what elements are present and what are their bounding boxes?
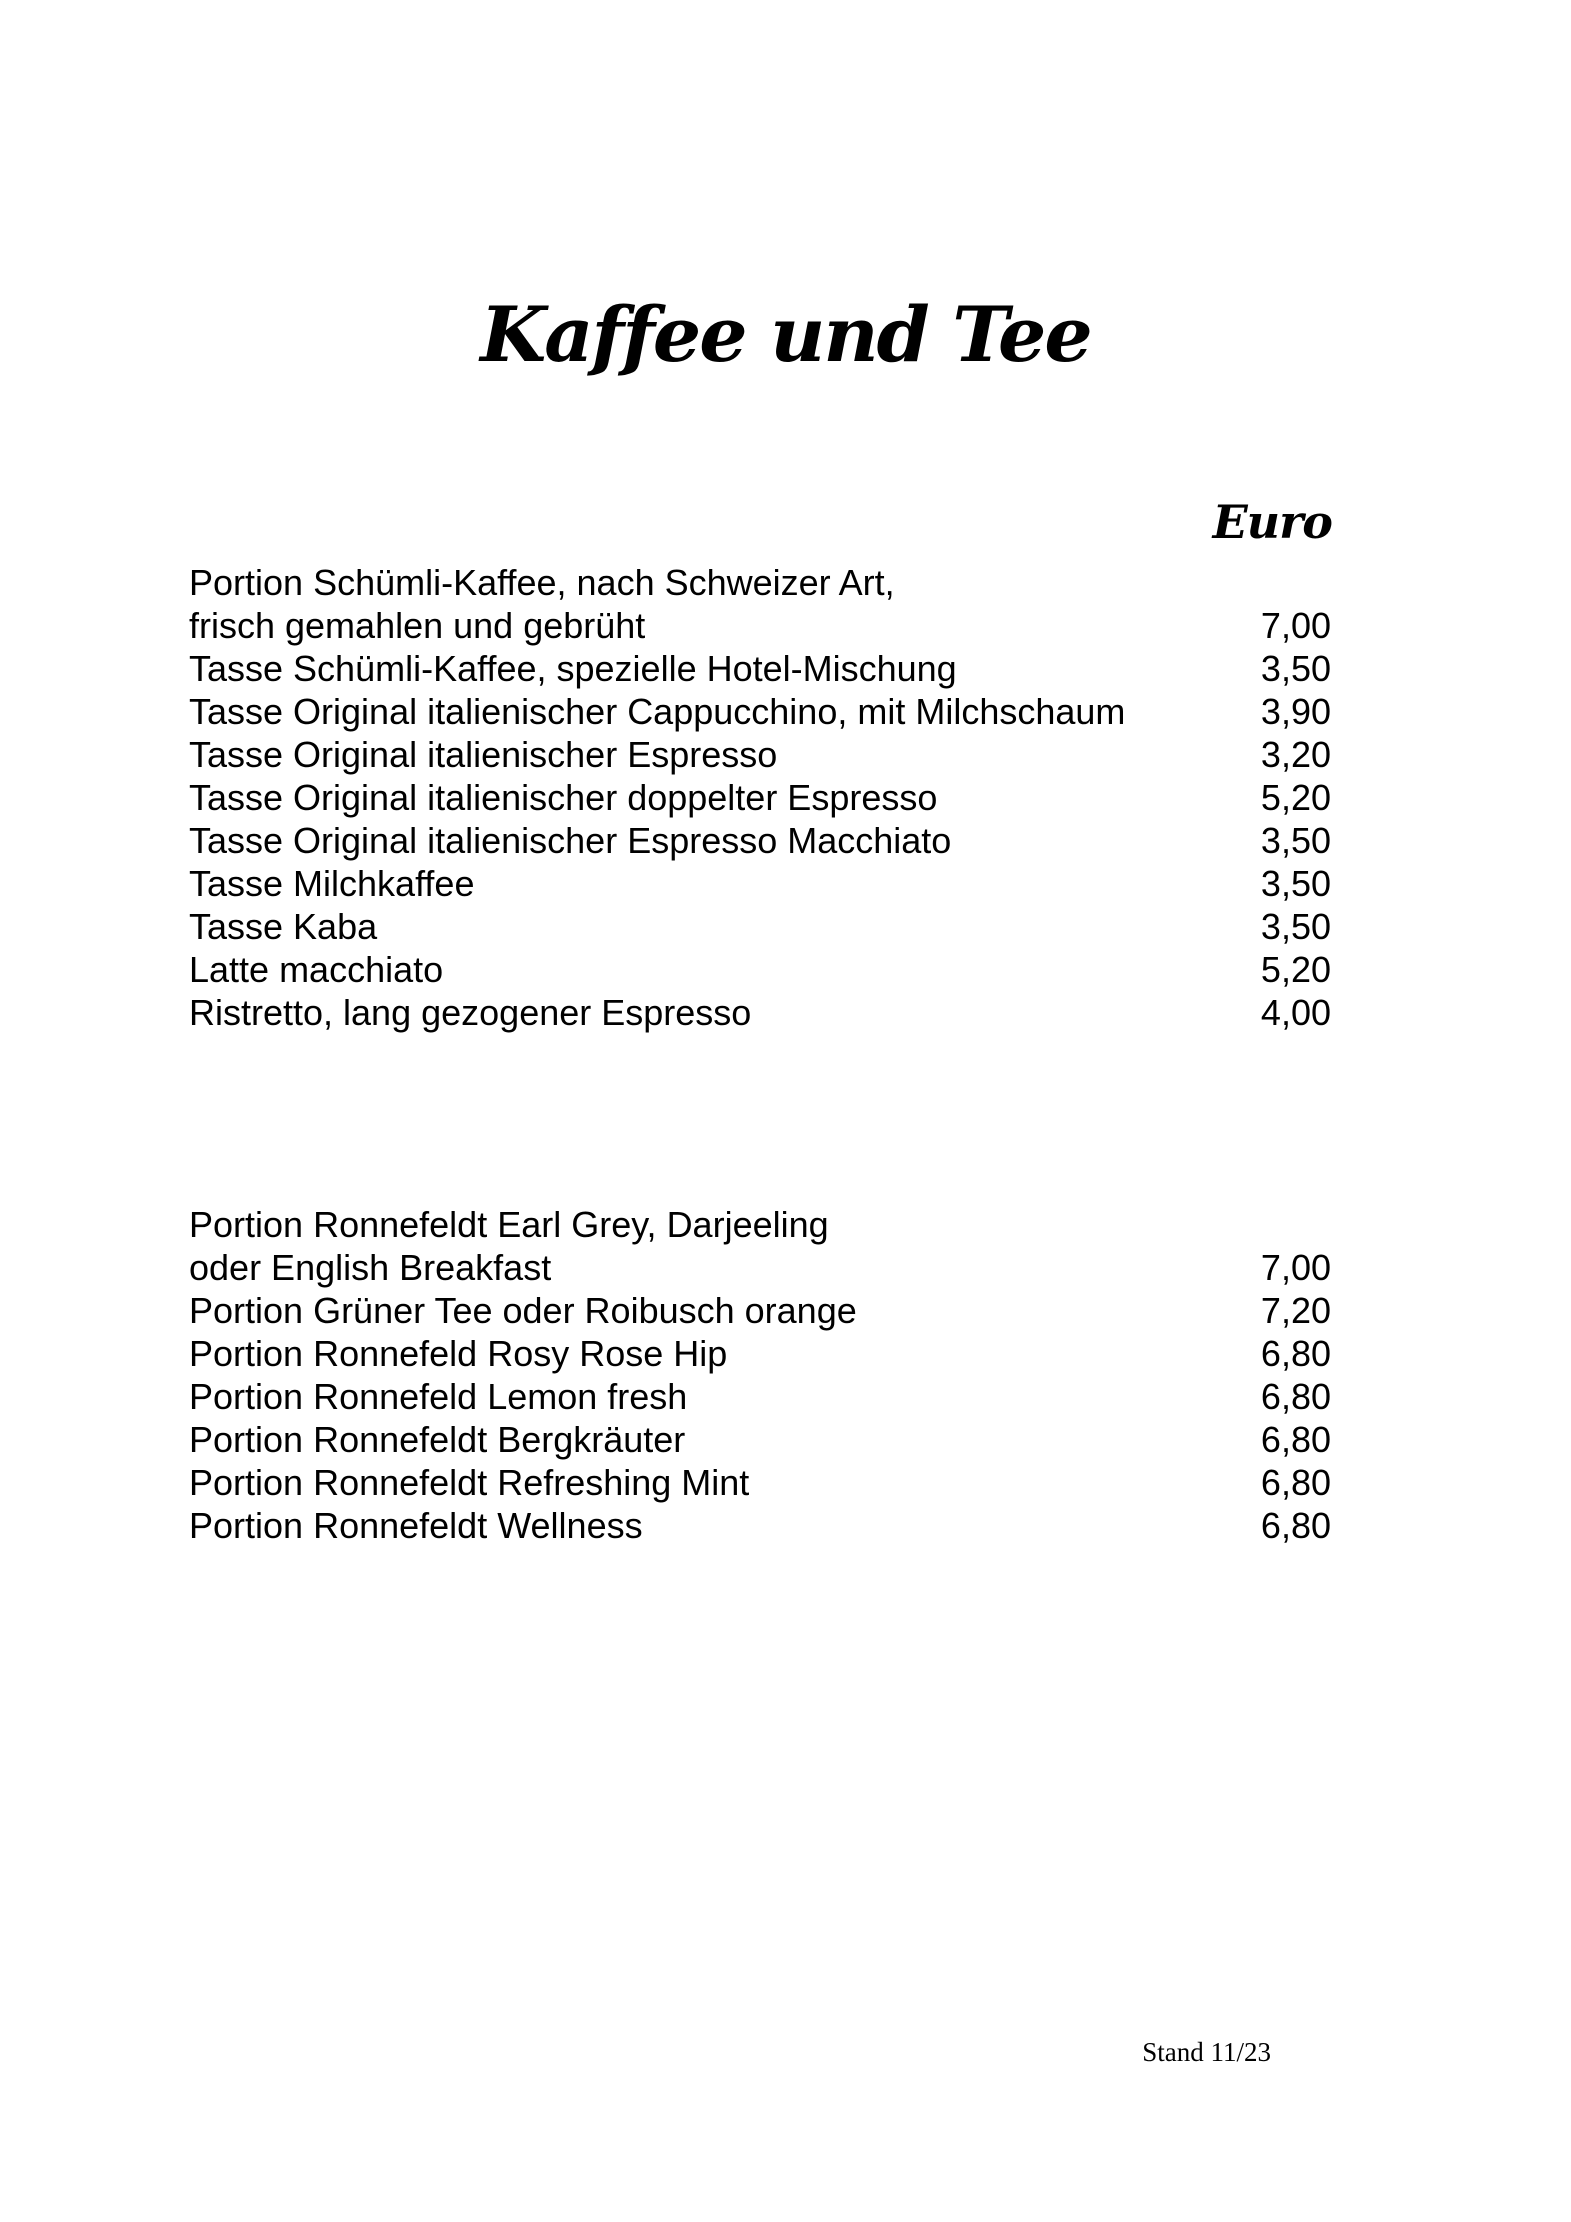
menu-item [189,948,1331,991]
menu-item-price: 3,50 [1260,863,1331,904]
menu-item-price: 3,50 [1260,820,1331,861]
menu-item-price: 4,00 [1260,992,1331,1033]
menu-item [189,604,1331,647]
menu-item [189,862,1331,905]
menu-item-price: 5,20 [1260,777,1331,818]
menu-item [189,1461,1331,1504]
menu-item-name: Tasse Original italienischer Cappucchino, mit Milchschaum [189,691,1126,732]
menu-item [189,647,1331,690]
menu-item-name: Portion Ronnefeld Lemon fresh [189,1376,688,1417]
menu-item [189,1289,1331,1332]
menu-item-price: 3,90 [1260,691,1331,732]
menu-item [189,1418,1331,1461]
menu-item-name: Portion Ronnefeldt Wellness [189,1505,643,1546]
menu-item [189,561,1331,604]
menu-item-name: Portion Ronnefeldt Bergkräuter [189,1419,686,1460]
menu-item-price: 7,00 [1260,605,1331,646]
menu-item-price: 3,20 [1260,734,1331,775]
revision-date: Stand 11/23 [1142,2037,1271,2067]
menu-item-name: Portion Ronnefeld Rosy Rose Hip [189,1333,728,1374]
menu-item [189,1332,1331,1375]
menu-item-name: Tasse Kaba [189,906,378,947]
menu-item [189,991,1331,1034]
menu-item-price: 7,20 [1260,1290,1331,1331]
menu-item-name: Tasse Milchkaffee [189,863,475,904]
menu-item-name: Portion Grüner Tee oder Roibusch orange [189,1290,857,1331]
menu-item [189,819,1331,862]
menu-item-name: Portion Ronnefeldt Refreshing Mint [189,1462,750,1503]
menu-item-name: Tasse Original italienischer doppelter Espresso [189,777,938,818]
menu-item-price: 6,80 [1260,1376,1331,1417]
menu-item [189,733,1331,776]
menu-item-price: 3,50 [1260,648,1331,689]
menu-item-name: Tasse Original italienischer Espresso Macchiato [189,820,952,861]
currency-column-header: Euro [1212,495,1332,549]
menu-item-name: Latte macchiato [189,949,444,990]
menu-item-price: 3,50 [1260,906,1331,947]
coffee-menu-list [189,561,1331,1034]
tea-menu-list [189,1203,1331,1547]
menu-item [189,776,1331,819]
menu-item [189,1246,1331,1289]
menu-item-name: Tasse Original italienischer Espresso [189,734,778,775]
menu-item [189,690,1331,733]
menu-item [189,1504,1331,1547]
menu-item-price: 6,80 [1260,1419,1331,1460]
menu-item-name: Portion Schümli-Kaffee, nach Schweizer Art, [189,562,895,603]
menu-item-price: 6,80 [1260,1333,1331,1374]
menu-item-name: frisch gemahlen und gebrüht [189,605,646,646]
menu-item [189,1203,1331,1246]
page-title: Kaffee und Tee [480,290,1091,379]
menu-item-name: Ristretto, lang gezogener Espresso [189,992,752,1033]
menu-item [189,1375,1331,1418]
menu-item-price: 6,80 [1260,1505,1331,1546]
menu-item-price: 5,20 [1260,949,1331,990]
menu-item-name: Tasse Schümli-Kaffee, spezielle Hotel-Mischung [189,648,957,689]
menu-item [189,905,1331,948]
menu-item-price: 6,80 [1260,1462,1331,1503]
menu-item-name: Portion Ronnefeldt Earl Grey, Darjeeling [189,1204,829,1245]
menu-item-price: 7,00 [1260,1247,1331,1288]
menu-item-name: oder English Breakfast [189,1247,552,1288]
